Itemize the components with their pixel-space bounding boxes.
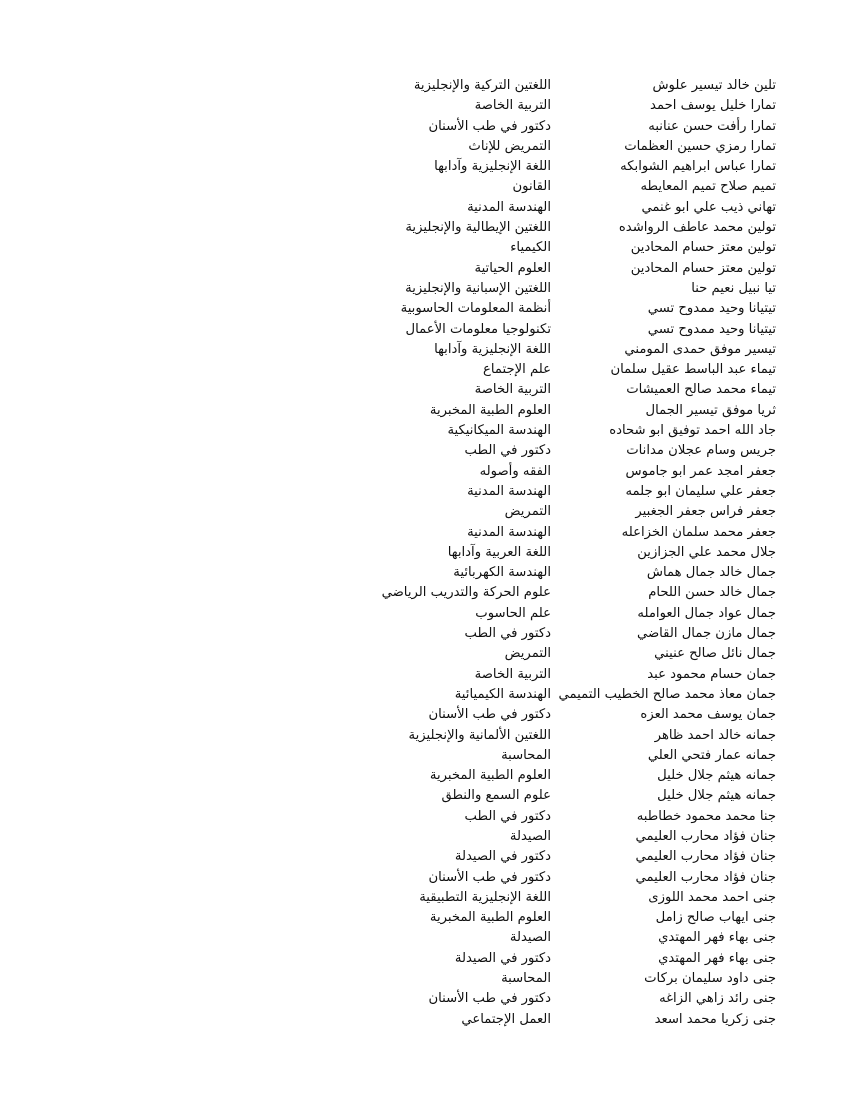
student-major: اللغتين الألمانية والإنجليزية [408, 727, 551, 743]
student-name: جنى بهاء فهر المهتدي [658, 950, 776, 966]
student-name: جنان فؤاد محارب العليمي [635, 869, 776, 885]
student-name: تولين معتز حسام المحادين [630, 260, 776, 276]
list-row [336, 320, 776, 340]
student-name: جلال محمد علي الجزازين [637, 544, 776, 560]
list-row [336, 685, 776, 705]
list-row [336, 177, 776, 197]
list-row [336, 949, 776, 969]
student-name: جعفر محمد سلمان الخزاعله [621, 524, 776, 540]
list-row [336, 360, 776, 380]
list-row [336, 340, 776, 360]
student-name: جنان فؤاد محارب العليمي [635, 828, 776, 844]
student-major: الهندسة الميكانيكية [447, 423, 551, 439]
student-name: جاد الله احمد توفيق ابو شحاده [609, 423, 776, 439]
student-name: تمارا خليل يوسف احمد [650, 98, 776, 114]
student-major: الهندسة الكيميائية [454, 686, 551, 702]
student-major: دكتور في الطب [464, 808, 551, 824]
student-major: التمريض [504, 504, 551, 520]
student-name: جمانه عمار فتحي العلي [647, 747, 776, 763]
list-row [336, 380, 776, 400]
student-name: جمانه هيثم جلال خليل [657, 768, 776, 784]
student-name: جنان فؤاد محارب العليمي [635, 849, 776, 865]
list-row [336, 908, 776, 928]
student-major: الكيمياء [510, 240, 551, 256]
student-major: اللغة الإنجليزية التطبيقية [419, 889, 551, 905]
student-name: جعفر علي سليمان ابو جلمه [625, 483, 776, 499]
list-row [336, 421, 776, 441]
list-row [336, 563, 776, 583]
student-name: جنى زكريا محمد اسعد [654, 1011, 776, 1027]
student-major: الصيدلة [509, 828, 551, 844]
list-row [336, 401, 776, 421]
student-name: تمارا رأفت حسن عنانبه [648, 118, 776, 134]
list-row [336, 969, 776, 989]
student-major: دكتور في طب الأسنان [428, 869, 551, 885]
list-row [336, 786, 776, 806]
student-major: الهندسة المدنية [467, 524, 551, 540]
list-row [336, 807, 776, 827]
list-row [336, 583, 776, 603]
list-row [336, 827, 776, 847]
list-row [336, 137, 776, 157]
student-list [336, 76, 776, 1030]
student-major: تكنولوجيا معلومات الأعمال [405, 321, 551, 337]
list-row [336, 238, 776, 258]
student-name: جعفر امجد عمر ابو جاموس [625, 463, 776, 479]
student-major: اللغة الإنجليزية وآدابها [434, 159, 551, 175]
list-row [336, 644, 776, 664]
student-major: التربية الخاصة [474, 666, 551, 682]
student-major: العلوم الطبية المخبرية [429, 768, 551, 784]
list-row [336, 543, 776, 563]
student-name: جنى بهاء فهر المهتدي [658, 930, 776, 946]
student-name: جمال خالد جمال هماش [646, 565, 776, 581]
list-row [336, 989, 776, 1009]
student-name: جعفر فراس جعفر الجغبير [635, 504, 776, 520]
student-name: تميم صلاح تميم المعايطه [640, 179, 776, 195]
student-major: العلوم الطبية المخبرية [429, 910, 551, 926]
student-major: العمل الإجتماعي [461, 1011, 551, 1027]
student-major: العلوم الطبية المخبرية [429, 402, 551, 418]
student-name: جريس وسام عجلان مدانات [626, 443, 776, 459]
student-major: الصيدلة [509, 930, 551, 946]
student-major: التربية الخاصة [474, 382, 551, 398]
student-major: القانون [512, 179, 551, 195]
list-row [336, 96, 776, 116]
student-name: جمانه خالد احمد ظاهر [654, 727, 776, 743]
student-name: جمال عواد جمال العوامله [637, 605, 776, 621]
list-row [336, 198, 776, 218]
student-major: دكتور في طب الأسنان [428, 707, 551, 723]
student-name: جمان يوسف محمد العزه [640, 707, 776, 723]
student-name: تيماء عبد الباسط عقيل سلمان [610, 362, 776, 378]
student-major: الهندسة المدنية [467, 199, 551, 215]
student-name: تيسير موفق حمدى المومني [624, 341, 776, 357]
student-name: جمال خالد حسن اللحام [648, 585, 776, 601]
student-name: جنى احمد محمد اللوزى [648, 889, 776, 905]
student-major: دكتور في الصيدلة [454, 950, 551, 966]
list-row [336, 665, 776, 685]
list-row [336, 441, 776, 461]
student-name: تلين خالد تيسير علوش [652, 78, 776, 93]
student-name: جمان حسام محمود عبد [647, 666, 776, 682]
list-row [336, 604, 776, 624]
student-name: تولين معتز حسام المحادين [630, 240, 776, 256]
student-name: جمال نائل صالح عنيني [654, 646, 776, 662]
list-row [336, 502, 776, 522]
student-major: علوم الحركة والتدريب الرياضي [381, 585, 551, 601]
student-major: دكتور في الطب [464, 626, 551, 642]
student-major: اللغتين الإيطالية والإنجليزية [405, 220, 551, 236]
list-row [336, 462, 776, 482]
student-major: علم الإجتماع [482, 362, 551, 378]
student-name: تمارا رمزي حسين العظمات [624, 138, 776, 154]
student-name: جنا محمد محمود خطاطبه [636, 808, 776, 824]
student-major: المحاسبة [501, 747, 551, 763]
student-major: دكتور في طب الأسنان [428, 991, 551, 1007]
student-name: جنى داود سليمان بركات [644, 971, 776, 987]
student-name: جمانه هيثم جلال خليل [657, 788, 776, 804]
list-row [336, 523, 776, 543]
student-name: ثريا موفق تيسير الجمال [645, 402, 776, 418]
student-major: أنظمة المعلومات الحاسوبية [400, 301, 551, 317]
student-name: تيتيانا وحيد ممدوح تسي [647, 301, 776, 317]
student-major: التمريض [504, 646, 551, 662]
student-major: اللغتين التركية والإنجليزية [413, 78, 551, 93]
student-major: اللغتين الإسبانية والإنجليزية [405, 280, 551, 296]
list-row [336, 259, 776, 279]
list-row [336, 746, 776, 766]
list-row [336, 888, 776, 908]
list-row [336, 705, 776, 725]
student-major: علم الحاسوب [475, 605, 551, 621]
student-name: جنى ايهاب صالح زامل [655, 910, 776, 926]
student-major: دكتور في طب الأسنان [428, 118, 551, 134]
student-name: جمال مازن جمال القاضي [636, 626, 776, 642]
student-name: جمان معاذ محمد صالح الخطيب التميمي [558, 686, 776, 702]
list-row [336, 279, 776, 299]
student-major: دكتور في الطب [464, 443, 551, 459]
student-name: تيماء محمد صالح العميشات [626, 382, 776, 398]
list-row [336, 299, 776, 319]
student-major: العلوم الحياتية [474, 260, 551, 276]
student-major: الهندسة الكهربائية [453, 565, 551, 581]
student-name: تهاني ذيب علي ابو غنمي [641, 199, 776, 215]
student-major: علوم السمع والنطق [441, 788, 551, 804]
student-name: تولين محمد عاطف الرواشده [618, 220, 776, 236]
list-row [336, 868, 776, 888]
student-major: الهندسة المدنية [467, 483, 551, 499]
list-row [336, 76, 776, 96]
student-major: التربية الخاصة [474, 98, 551, 114]
student-major: اللغة الإنجليزية وآدابها [434, 341, 551, 357]
list-row [336, 218, 776, 238]
student-name: تيا نبيل نعيم حنا [691, 280, 776, 296]
list-row [336, 157, 776, 177]
list-row [336, 624, 776, 644]
student-major: الفقه وأصوله [479, 463, 551, 479]
student-major: اللغة العربية وآدابها [447, 544, 551, 560]
list-row [336, 928, 776, 948]
student-major: التمريض للإناث [468, 138, 551, 154]
student-major: المحاسبة [501, 971, 551, 987]
student-name: تيتيانا وحيد ممدوح تسي [647, 321, 776, 337]
list-row [336, 847, 776, 867]
student-name: تمارا عباس ابراهيم الشوابكه [620, 159, 776, 175]
list-row [336, 766, 776, 786]
list-row [336, 1010, 776, 1030]
list-row [336, 482, 776, 502]
list-row [336, 117, 776, 137]
list-row [336, 726, 776, 746]
student-major: دكتور في الصيدلة [454, 849, 551, 865]
student-name: جنى رائد زاهي الزاغه [659, 991, 776, 1007]
